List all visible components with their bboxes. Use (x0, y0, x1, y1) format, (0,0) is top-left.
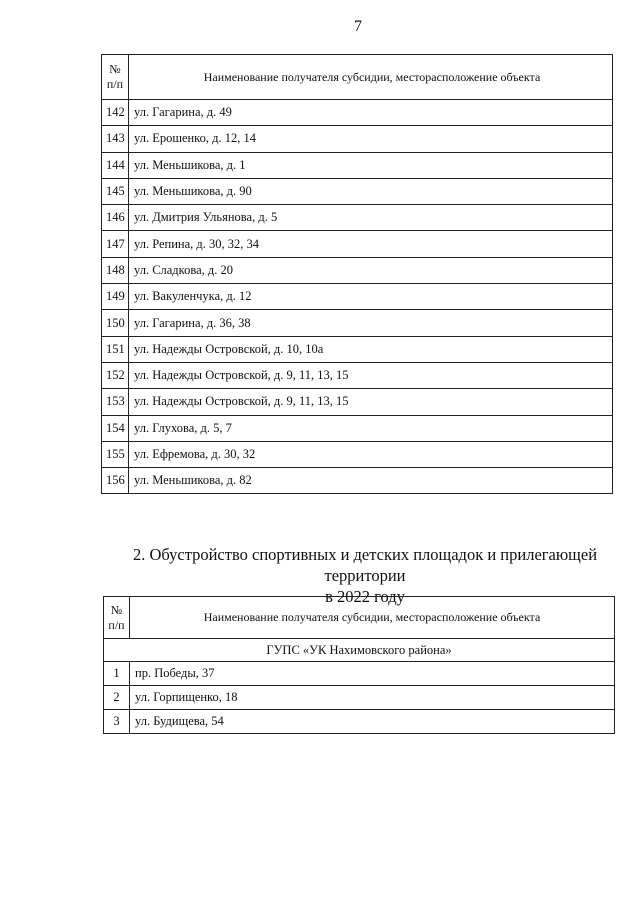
table-row (102, 415, 613, 441)
row-number: 154 (102, 415, 129, 441)
recipient-address: ул. Вакуленчука, д. 12 (129, 284, 613, 310)
row-number: 142 (102, 100, 129, 126)
table-body (102, 100, 613, 494)
row-number: 149 (102, 284, 129, 310)
recipient-address: ул. Горпищенко, 18 (130, 686, 615, 710)
subsidy-table-2 (103, 596, 615, 734)
recipient-address: ул. Ефремова, д. 30, 32 (129, 441, 613, 467)
recipient-address: ул. Гагарина, д. 49 (129, 100, 613, 126)
row-number: 145 (102, 178, 129, 204)
row-number: 143 (102, 126, 129, 152)
table-row (102, 231, 613, 257)
row-number: 2 (104, 686, 130, 710)
page-number: 7 (354, 18, 362, 35)
section-title-line-1: 2. Обустройство спортивных и детских площадок и прилегающей территории (132, 545, 598, 585)
table-row (104, 662, 615, 686)
recipient-address: ул. Надежды Островской, д. 9, 11, 13, 15 (129, 362, 613, 388)
recipient-address: ул. Репина, д. 30, 32, 34 (129, 231, 613, 257)
table-row (102, 257, 613, 283)
table-row (102, 126, 613, 152)
column-header-number: № п/п (104, 597, 130, 639)
recipient-address: ул. Гагарина, д. 36, 38 (129, 310, 613, 336)
table-row (102, 441, 613, 467)
table-header-row (102, 55, 613, 100)
table-row (102, 152, 613, 178)
table-row (104, 686, 615, 710)
table-row (102, 310, 613, 336)
row-number: 156 (102, 468, 129, 494)
recipient-address: ул. Будищева, 54 (130, 710, 615, 734)
row-number: 152 (102, 362, 129, 388)
row-number: 1 (104, 662, 130, 686)
subsidy-table-1 (101, 54, 613, 494)
organization-name: ГУПС «УК Нахимовского района» (104, 639, 615, 662)
row-number: 147 (102, 231, 129, 257)
section-title-line-2: в 2022 году (325, 587, 405, 606)
table-row (102, 284, 613, 310)
recipient-address: ул. Надежды Островской, д. 9, 11, 13, 15 (129, 389, 613, 415)
table-row (102, 336, 613, 362)
row-number: 153 (102, 389, 129, 415)
column-header-number: № п/п (102, 55, 129, 100)
table-row (102, 205, 613, 231)
recipient-address: ул. Надежды Островской, д. 10, 10а (129, 336, 613, 362)
table-row (102, 100, 613, 126)
column-header-name: Наименование получателя субсидии, месторасположение объекта (130, 597, 615, 639)
table-body (104, 639, 615, 734)
table-row (104, 710, 615, 734)
table-row (102, 362, 613, 388)
recipient-address: ул. Глухова, д. 5, 7 (129, 415, 613, 441)
recipient-address: ул. Ерошенко, д. 12, 14 (129, 126, 613, 152)
recipient-address: ул. Меньшикова, д. 1 (129, 152, 613, 178)
table-row (102, 468, 613, 494)
recipient-address: ул. Меньшикова, д. 82 (129, 468, 613, 494)
row-number: 144 (102, 152, 129, 178)
row-number: 3 (104, 710, 130, 734)
table-row (102, 389, 613, 415)
organization-row (104, 639, 615, 662)
row-number: 155 (102, 441, 129, 467)
recipient-address: пр. Победы, 37 (130, 662, 615, 686)
recipient-address: ул. Меньшикова, д. 90 (129, 178, 613, 204)
table-row (102, 178, 613, 204)
row-number: 151 (102, 336, 129, 362)
row-number: 146 (102, 205, 129, 231)
column-header-name: Наименование получателя субсидии, месторасположение объекта (129, 55, 613, 100)
row-number: 148 (102, 257, 129, 283)
table-header-row (104, 597, 615, 639)
recipient-address: ул. Дмитрия Ульянова, д. 5 (129, 205, 613, 231)
recipient-address: ул. Сладкова, д. 20 (129, 257, 613, 283)
row-number: 150 (102, 310, 129, 336)
